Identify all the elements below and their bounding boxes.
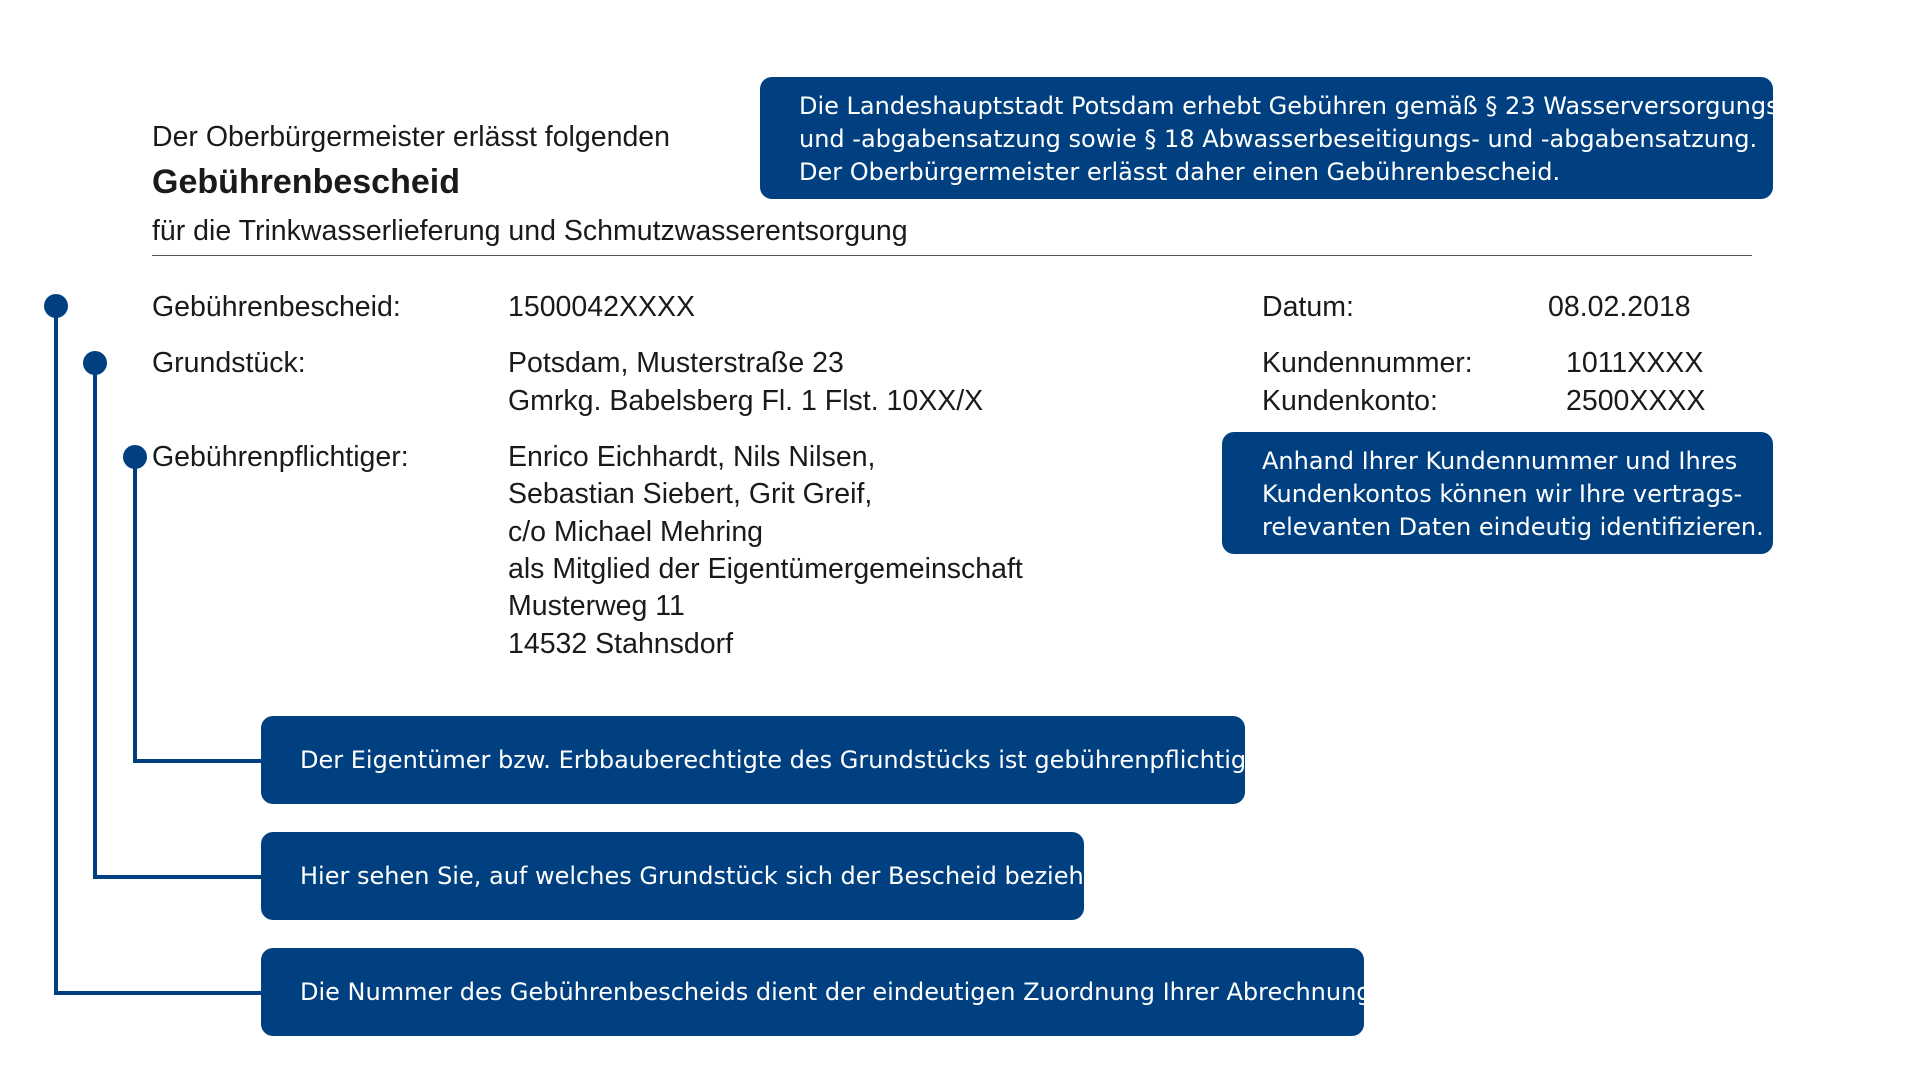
field-value-pflichtiger-line: Musterweg 11 (508, 590, 685, 622)
callout-notice-number (261, 948, 1380, 1036)
marker-dot-pflichtiger (123, 445, 147, 469)
field-label-kundenkonto: Kundenkonto: (1262, 385, 1438, 417)
field-value-pflichtiger-line: 14532 Stahnsdorf (508, 628, 734, 660)
field-value-bescheid: 1500042XXXX (508, 291, 695, 323)
callout-line: Kundenkontos können wir Ihre vertrags- (1262, 479, 1743, 508)
callout-line: relevanten Daten eindeutig identifizieren. (1262, 512, 1764, 541)
field-value-kundennummer: 1011XXXX (1566, 347, 1704, 379)
field-label-datum: Datum: (1262, 291, 1354, 323)
field-value-grundstueck-line: Potsdam, Musterstraße 23 (508, 347, 844, 379)
callout-line: und -abgabensatzung sowie § 18 Abwasserbeseitigungs- und -abgabensatzung. (799, 124, 1758, 153)
field-value-grundstueck-line: Gmrkg. Babelsberg Fl. 1 Flst. 10XX/X (508, 385, 984, 417)
document-title: Gebührenbescheid (152, 163, 460, 201)
header-divider (152, 255, 1752, 256)
callout-line: Der Oberbürgermeister erlässt daher einen Gebührenbescheid. (799, 157, 1561, 186)
field-value-kundenkonto: 2500XXXX (1566, 385, 1706, 417)
field-value-pflichtiger-line: c/o Michael Mehring (508, 516, 764, 548)
field-value-datum: 08.02.2018 (1548, 291, 1691, 323)
callout-customer-data (1222, 432, 1773, 554)
field-label-grundstueck: Grundstück: (152, 347, 306, 379)
connector-line-pflichtiger (133, 457, 137, 763)
connector-line-grundstueck (93, 363, 97, 879)
callout-text: Hier sehen Sie, auf welches Grundstück sich der Bescheid bezieht. (300, 861, 1101, 890)
field-value-pflichtiger-line: Sebastian Siebert, Grit Greif, (508, 478, 873, 510)
callout-text: Die Nummer des Gebührenbescheids dient der eindeutigen Zuordnung Ihrer Abrechnung. (300, 977, 1380, 1006)
field-value-pflichtiger-line: als Mitglied der Eigentümergemeinschaft (508, 553, 1023, 585)
field-label-kundennummer: Kundennummer: (1262, 347, 1473, 379)
marker-dot-grundstueck (83, 351, 107, 375)
callout-plot (261, 832, 1101, 920)
connector-line-pflichtiger (133, 759, 263, 763)
connector-line-bescheid (54, 991, 263, 995)
connector-line-grundstueck (93, 875, 263, 879)
connector-line-bescheid (54, 306, 58, 995)
callout-line: Anhand Ihrer Kundennummer und Ihres (1262, 447, 1738, 475)
intro-text: Der Oberbürgermeister erlässt folgenden (152, 121, 670, 153)
callout-fee-legal-basis (760, 77, 1788, 199)
callout-text: Der Eigentümer bzw. Erbbauberechtigte des Grundstücks ist gebührenpflichtig. (300, 745, 1254, 774)
callout-fee-payer (261, 716, 1254, 804)
field-value-pflichtiger-line: Enrico Eichhardt, Nils Nilsen, (508, 441, 876, 473)
marker-dot-bescheid (44, 294, 68, 318)
field-label-pflichtiger: Gebührenpflichtiger: (152, 441, 409, 473)
field-label-bescheid: Gebührenbescheid: (152, 291, 401, 323)
document-subtitle: für die Trinkwasserlieferung und Schmutzwasserentsorgung (152, 215, 908, 247)
callout-line: Die Landeshauptstadt Potsdam erhebt Gebühren gemäß § 23 Wasserversorgungs- (799, 92, 1788, 120)
